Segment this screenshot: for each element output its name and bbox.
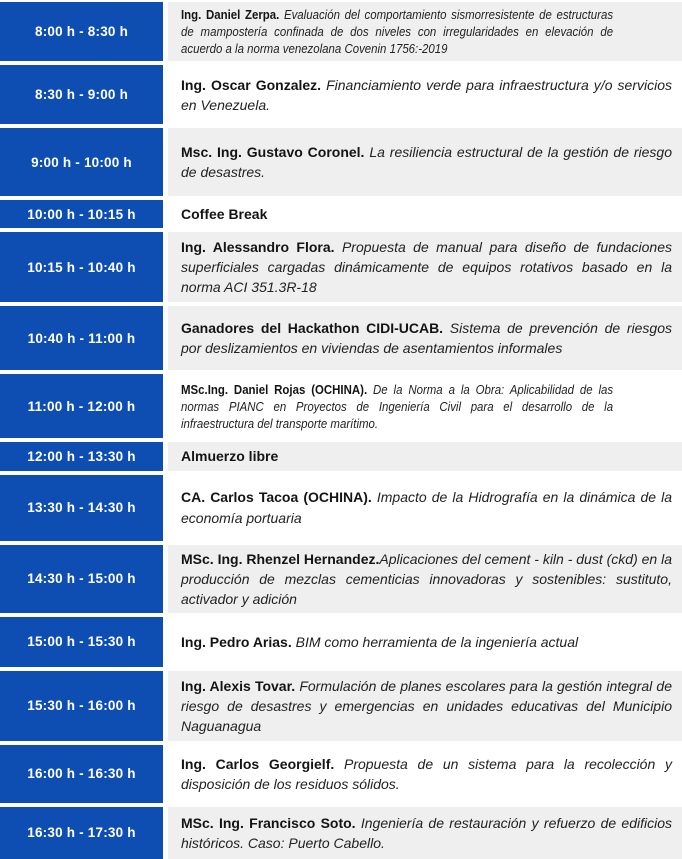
time-slot-cell — [0, 65, 163, 124]
schedule-row-4 — [0, 200, 682, 228]
session-text — [181, 632, 672, 652]
time-slot-cell — [0, 200, 163, 228]
session-cell — [168, 65, 682, 124]
session-text — [181, 487, 672, 527]
schedule-row-11 — [0, 617, 682, 667]
time-slot-label: 10:40 h - 11:00 h — [27, 330, 136, 346]
session-text — [181, 204, 672, 224]
session-cell — [168, 671, 682, 741]
time-slot-label: 8:00 h - 8:30 h — [34, 24, 129, 40]
speaker-name: Almuerzo libre — [181, 448, 279, 465]
time-slot-cell — [0, 306, 163, 370]
time-slot-cell — [0, 2, 163, 61]
session-title: Propuesta de un sistema para la recolección y disposición de los residuos sólidos. — [181, 755, 672, 792]
time-slot-label: 15:30 h - 16:00 h — [27, 698, 136, 714]
session-title: Sistema de prevención de riesgos por deslizamientos en viviendas de asentamientos informales — [181, 320, 672, 357]
session-cell — [168, 2, 682, 61]
session-title: Evaluación del comportamiento sismorresistente de estructuras de mampostería confinada de dos niveles con irregularidades en elevación de acuerdo a la norma venezolana Covenin 1756:-2019 — [181, 7, 614, 57]
time-slot-cell — [0, 545, 163, 613]
time-slot-label: 10:00 h - 10:15 h — [27, 206, 136, 222]
schedule-row-14 — [0, 807, 682, 859]
session-title: La resiliencia estructural de la gestión de riesgo de desastres. — [181, 144, 673, 181]
time-slot-label: 10:15 h - 10:40 h — [27, 259, 136, 275]
time-slot-cell — [0, 442, 163, 470]
session-text — [181, 142, 672, 182]
session-text — [181, 549, 672, 609]
session-cell — [168, 745, 682, 803]
time-slot-cell — [0, 374, 163, 438]
speaker-name: Ing. Oscar Gonzalez. — [181, 76, 322, 93]
session-title: De la Norma a la Obra: Aplicabilidad de las normas PIANC en Proyectos de Ingeniería Civil para el desarrollo de la infraestructura del transporte marítimo. — [181, 381, 614, 432]
session-title: Financiamiento verde para infraestructura y/o servicios en Venezuela. — [181, 76, 672, 113]
speaker-name: Msc. Ing. Gustavo Coronel. — [181, 144, 365, 161]
speaker-name: Coffee Break — [181, 206, 268, 223]
time-slot-label: 15:00 h - 15:30 h — [27, 634, 136, 650]
schedule-row-5 — [0, 232, 682, 302]
time-slot-cell — [0, 807, 163, 859]
session-text — [181, 446, 672, 466]
session-text — [181, 75, 672, 115]
session-text — [181, 318, 672, 358]
session-cell — [168, 128, 682, 196]
time-slot-cell — [0, 671, 163, 741]
session-cell — [168, 807, 682, 859]
speaker-name: Ing. Pedro Arias. — [181, 633, 292, 650]
speaker-name: MSc.Ing. Daniel Rojas (OCHINA). — [181, 381, 368, 397]
schedule-row-8 — [0, 442, 682, 470]
session-title: Ingeniería de restauración y refuerzo de edificios históricos. Caso: Puerto Cabello. — [181, 814, 673, 851]
time-slot-label: 9:00 h - 10:00 h — [31, 154, 132, 170]
schedule-row-7 — [0, 374, 682, 438]
schedule-row-10 — [0, 545, 682, 613]
session-cell — [168, 232, 682, 302]
time-slot-label: 13:30 h - 14:30 h — [27, 500, 136, 515]
session-cell — [168, 374, 682, 438]
time-slot-cell — [0, 128, 163, 196]
schedule-row-2 — [0, 65, 682, 124]
session-cell — [168, 545, 682, 613]
speaker-name: Ing. Alessandro Flora. — [181, 239, 335, 256]
session-title: Aplicaciones del cement - kiln - dust (ckd) en la producción de mezclas cementicias innovadoras y sostenibles: sustituto, activador y adición — [181, 550, 672, 607]
schedule-row-9 — [0, 475, 682, 541]
session-cell — [168, 200, 682, 228]
schedule-row-1 — [0, 2, 682, 61]
speaker-name: MSc. Ing. Francisco Soto. — [181, 814, 356, 831]
session-title: Formulación de planes escolares para la gestión integral de riesgo de desastres y emergencias en unidades educativas del Municipio Naguanagua — [181, 677, 672, 734]
time-slot-cell — [0, 232, 163, 302]
schedule-row-13 — [0, 745, 682, 803]
schedule-row-3 — [0, 128, 682, 196]
speaker-name: Ing. Daniel Zerpa. — [181, 7, 280, 22]
time-slot-label: 11:00 h - 12:00 h — [27, 398, 136, 414]
session-cell — [168, 475, 682, 541]
schedule-row-6 — [0, 306, 682, 370]
time-slot-label: 16:00 h - 16:30 h — [27, 766, 136, 782]
speaker-name: Ing. Carlos Georgielf. — [181, 755, 335, 772]
time-slot-label: 12:00 h - 13:30 h — [27, 448, 136, 464]
session-title: BIM como herramienta de la ingeniería actual — [295, 633, 579, 650]
session-text — [181, 6, 613, 57]
schedule-row-12 — [0, 671, 682, 741]
session-text — [181, 237, 672, 297]
speaker-name: CA. Carlos Tacoa (OCHINA). — [181, 489, 372, 506]
session-text — [181, 381, 613, 432]
session-cell — [168, 617, 682, 667]
time-slot-cell — [0, 745, 163, 803]
time-slot-cell — [0, 475, 163, 541]
speaker-name: Ing. Alexis Tovar. — [181, 677, 296, 694]
session-text — [181, 754, 672, 794]
session-title: Propuesta de manual para diseño de fundaciones superficiales cargadas dinámicamente de equipos rotativos basado en la norma ACI 351.3R-18 — [181, 239, 672, 296]
session-title: Impacto de la Hidrografía en la dinámica de la economía portuaria — [181, 489, 673, 526]
time-slot-label: 8:30 h - 9:00 h — [34, 87, 129, 103]
time-slot-label: 16:30 h - 17:30 h — [27, 825, 136, 841]
session-text — [181, 676, 672, 736]
session-cell — [168, 306, 682, 370]
speaker-name: MSc. Ing. Rhenzel Hernandez. — [181, 550, 380, 567]
session-cell — [168, 442, 682, 470]
time-slot-label: 14:30 h - 15:00 h — [27, 571, 136, 587]
session-text — [181, 813, 672, 853]
speaker-name: Ganadores del Hackathon CIDI-UCAB. — [181, 320, 444, 337]
time-slot-cell — [0, 617, 163, 667]
